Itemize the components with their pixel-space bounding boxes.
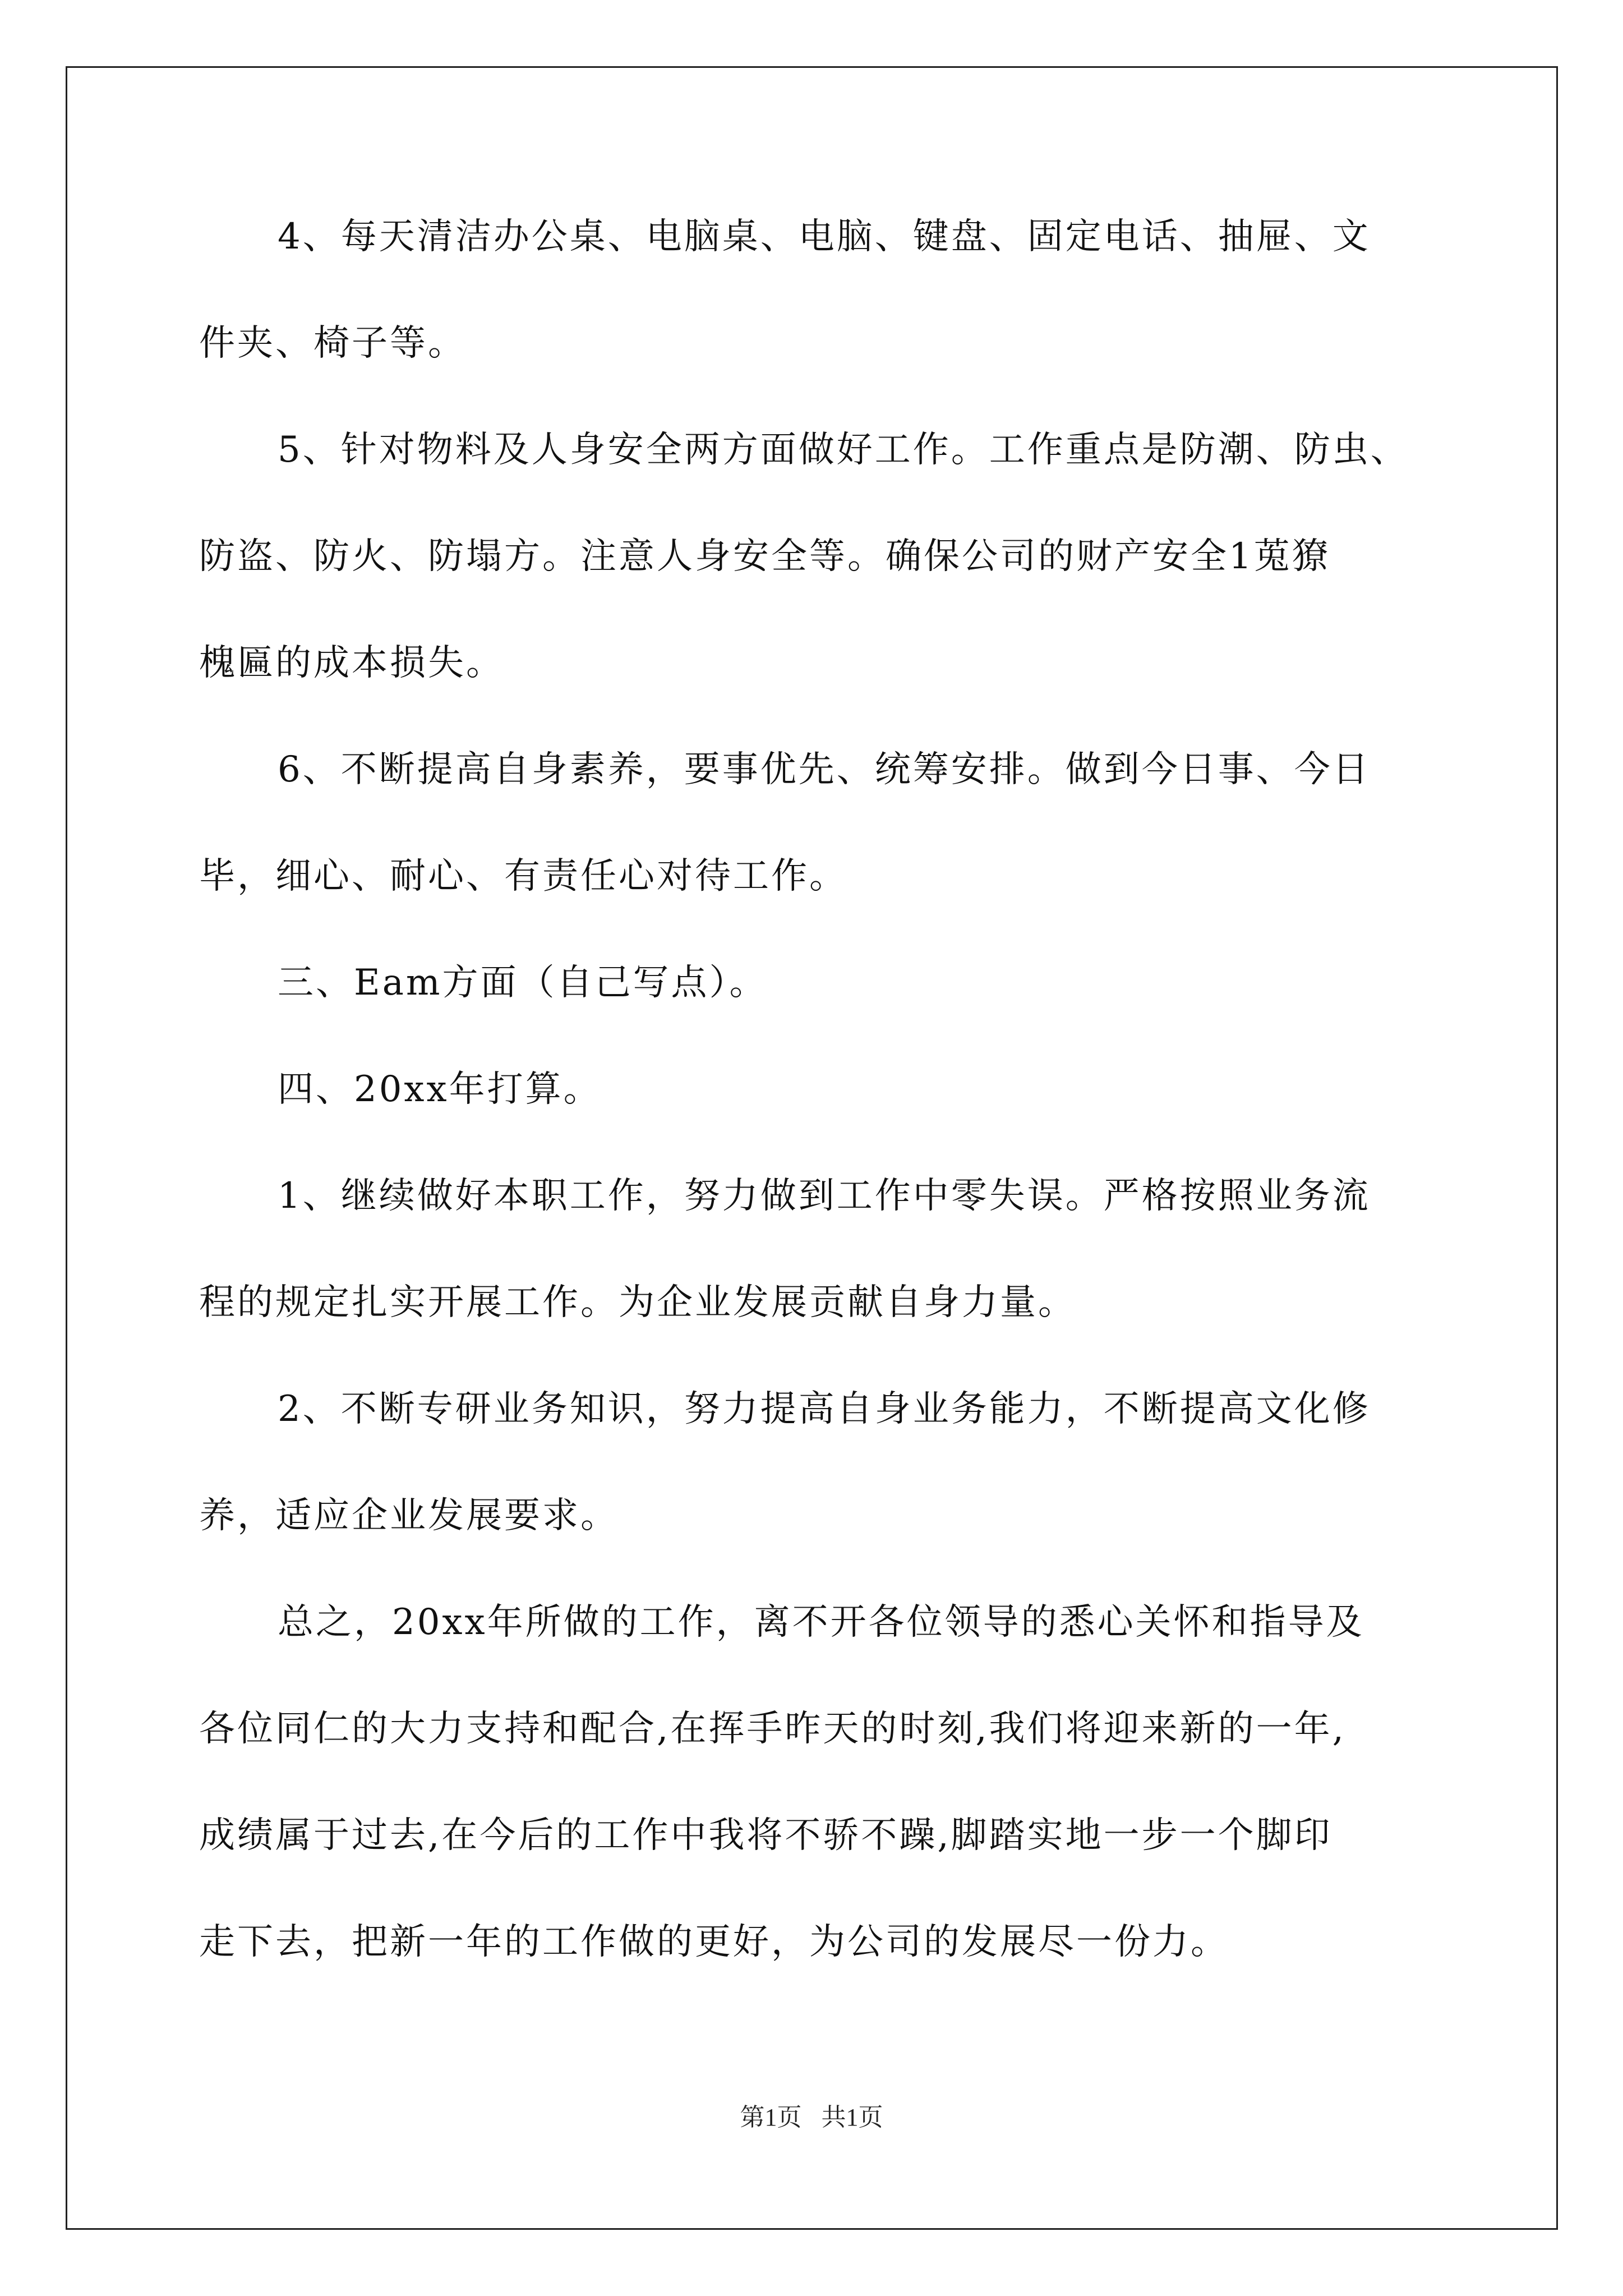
paragraph-line: 总之，20xx年所做的工作，离不开各位领导的悉心关怀和指导及 xyxy=(278,1602,1364,1643)
section-heading: 四、20xx年打算。 xyxy=(278,1069,602,1110)
page-number: 第1页 xyxy=(740,2104,802,2131)
paragraph-line: 毕，细心、耐心、有责任心对待工作。 xyxy=(199,855,847,897)
section-heading: 三、Eam方面（自己写点）。 xyxy=(278,962,768,1004)
page-border xyxy=(66,66,1558,2230)
paragraph-line: 走下去，把新一年的工作做的更好，为公司的发展尽一份力。 xyxy=(199,1921,1229,1963)
paragraph-line: 2、不断专研业务知识，努力提高自身业务能力，不断提高文化修 xyxy=(278,1388,1371,1430)
paragraph-line: 件夹、椅子等。 xyxy=(199,323,466,364)
page-total: 共1页 xyxy=(821,2104,883,2131)
paragraph-line: 成绩属于过去,在今后的工作中我将不骄不躁,脚踏实地一步一个脚印 xyxy=(199,1815,1332,1856)
paragraph-line: 程的规定扎实开展工作。为企业发展贡献自身力量。 xyxy=(199,1282,1076,1323)
paragraph-line: 槐匾的成本损失。 xyxy=(199,642,504,684)
paragraph-line: 1、继续做好本职工作，努力做到工作中零失误。严格按照业务流 xyxy=(278,1175,1371,1217)
paragraph-line: 各位同仁的大力支持和配合,在挥手昨天的时刻,我们将迎来新的一年, xyxy=(199,1708,1347,1750)
paragraph-line: 4、每天清洁办公桌、电脑桌、电脑、键盘、固定电话、抽屉、文 xyxy=(278,216,1371,257)
paragraph-line: 5、针对物料及人身安全两方面做好工作。工作重点是防潮、防虫、 xyxy=(278,429,1409,471)
paragraph-line: 防盗、防火、防塌方。注意人身安全等。确保公司的财产安全1莵獠 xyxy=(199,536,1330,577)
paragraph-line: 6、不断提高自身素养，要事优先、统筹安排。做到今日事、今日 xyxy=(278,749,1371,790)
paragraph-line: 养，适应企业发展要求。 xyxy=(199,1495,619,1536)
page-footer xyxy=(0,2097,1623,2133)
